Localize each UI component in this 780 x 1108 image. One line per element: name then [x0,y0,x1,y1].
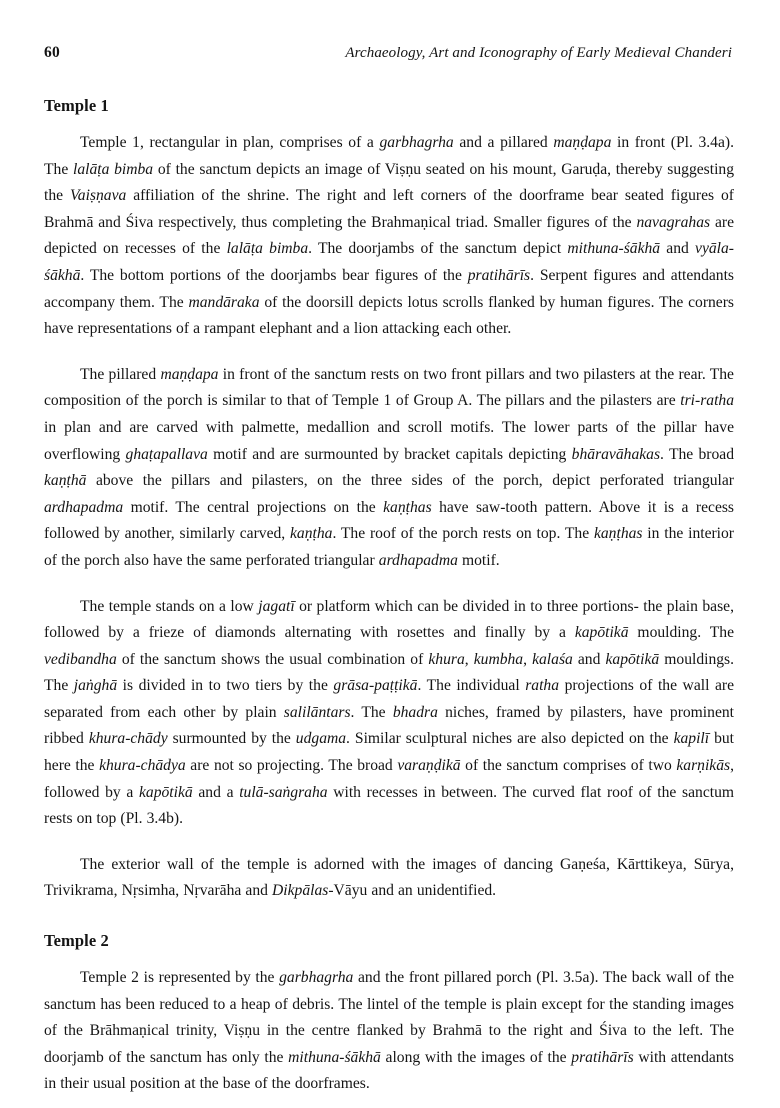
document-body [44,96,736,1098]
page-number: 60 [44,44,60,61]
paragraph: The temple stands on a low jagatī or platform which can be divided in to three portions- the plain base, followed by a frieze of diamonds alternating with rosettes and finally by a kapōtikā moulding. The vedibandha of the sanctum shows the usual combination of khura, kumbha, kalaśa and kapōtikā mouldings. The jaṅghā is divided in to two tiers by the grāsa-paṭṭikā. The individual ratha projections of the wall are separated from each other by plain salilāntars. The bhadra niches, framed by pilasters, have prominent ribbed khura-chādy surmounted by the udgama. Similar sculptural niches are also depicted on the kapilī but here the khura-chādya are not so projecting. The broad varaṇḍikā of the sanctum comprises of two karṇikās, followed by a kapōtikā and a tulā-saṅgraha with recesses in between. The curved flat roof of the sanctum rests on top (Pl. 3.4b). [44,597,735,828]
running-head [44,44,736,66]
section-heading-temple-2: Temple 2 [44,931,109,951]
paragraph: The pillared maṇḍapa in front of the sanctum rests on two front pillars and two pilasters at the rear. The composition of the porch is similar to that of Temple 1 of Group A. The pillars and the pilasters are tri-ratha in plan and are carved with palmette, medallion and scroll motifs. The lower parts of the pillar have overflowing ghaṭapallava motif and are surmounted by bracket capitals depicting bhāravāhakas. The broad kaṇṭhā above the pillars and pilasters, on the three sides of the porch, depict perforated triangular ardhapadma motif. The central projections on the kaṇṭhas have saw-tooth pattern. Above it is a recess followed by another, similarly carved, kaṇṭha. The roof of the porch rests on top. The kaṇṭhas in the interior of the porch also have the same perforated triangular ardhapadma motif. [44,365,735,569]
paragraph: Temple 2 is represented by the garbhagrha and the front pillared porch (Pl. 3.5a). The back wall of the sanctum has been reduced to a heap of debris. The lintel of the temple is plain except for the standing images of the Brāhmaṇical trinity, Viṣṇu in the centre flanked by Brahmā to the right and Śiva to the left. The doorjamb of the sanctum has only the mithuna-śākhā along with the images of the pratihārīs with attendants in their usual position at the base of the doorframes. [44,969,735,1093]
paragraph: Temple 1, rectangular in plan, comprises of a garbhagrha and a pillared maṇḍapa in front (Pl. 3.4a). The lalāṭa bimba of the sanctum depicts an image of Viṣṇu seated on his mount, Garuḍa, thereby suggesting the Vaiṣṇava affiliation of the shrine. The right and left corners of the doorframe bear seated figures of Brahmā and Śiva respectively, thus completing the Brahmaṇical triad. Smaller figures of the navagrahas are depicted on recesses of the lalāṭa bimba. The doorjambs of the sanctum depict mithuna-śākhā and vyāla-śākhā. The bottom portions of the doorjambs bear figures of the pratihārīs. Serpent figures and attendants accompany them. The mandāraka of the doorsill depicts lotus scrolls flanked by human figures. The corners have representations of a rampant elephant and a lion attacking each other. [44,134,734,338]
paragraph: The exterior wall of the temple is adorned with the images of dancing Gaṇeśa, Kārttikeya, Sūrya, Trivikrama, Nṛsimha, Nṛvarāha and Dikpālas-Vāyu and an unidentified. [44,855,734,900]
running-head-title: Archaeology, Art and Iconography of Early Medieval Chanderi [345,45,732,61]
section-heading-temple-1: Temple 1 [44,96,109,115]
